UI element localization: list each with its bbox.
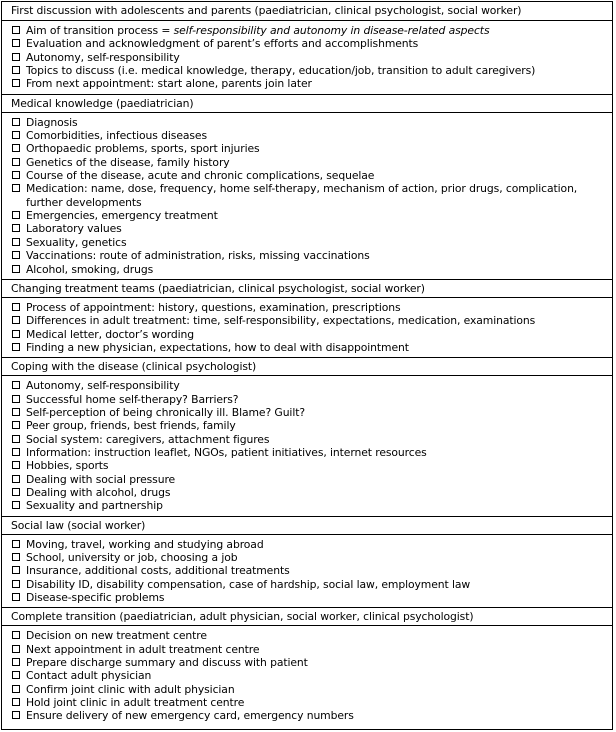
checklist	[2, 376, 612, 515]
checkbox-icon[interactable]	[12, 211, 20, 219]
checklist-item	[12, 696, 612, 709]
checklist-item-text: From next appointment: start alone, parents join later	[26, 77, 312, 91]
checklist-item	[12, 564, 612, 577]
checklist-item-text: Prepare discharge summary and discuss with patient	[26, 656, 308, 670]
checklist-item	[12, 379, 612, 392]
checklist-item	[12, 419, 612, 432]
checkbox-icon[interactable]	[12, 645, 20, 653]
checklist-item-text: Ensure delivery of new emergency card, emergency numbers	[26, 709, 354, 723]
checklist-item	[12, 142, 612, 155]
checkbox-icon[interactable]	[12, 488, 20, 496]
checkbox-icon[interactable]	[12, 658, 20, 666]
checklist-item	[12, 459, 612, 472]
checklist-item	[12, 314, 612, 327]
checklist-item	[12, 578, 612, 591]
checklist-item-text: Dealing with social pressure	[26, 472, 176, 486]
checklist-item	[12, 473, 612, 486]
checklist-item-text: Dealing with alcohol, drugs	[26, 485, 171, 499]
checklist-item-text: Social system: caregivers, attachment figures	[26, 432, 270, 446]
checklist-item	[12, 249, 612, 262]
checklist-item	[12, 129, 612, 142]
checklist-item-text: School, university or job, choosing a job	[26, 551, 238, 564]
checklist-item	[12, 77, 612, 90]
checkbox-icon[interactable]	[12, 303, 20, 311]
checklist	[2, 113, 612, 279]
checklist-item-text: Disease-specific problems	[26, 591, 165, 605]
checklist-item	[12, 629, 612, 642]
checklist-item-text: Peer group, friends, best friends, family	[26, 419, 236, 433]
checklist-item-text: Hobbies, sports	[26, 459, 109, 473]
checklist-item	[12, 64, 612, 77]
checklist-item-text: Vaccinations: route of administration, risks, missing vaccinations	[26, 249, 370, 263]
checkbox-icon[interactable]	[12, 131, 20, 139]
checklist	[2, 626, 612, 725]
checkbox-icon[interactable]	[12, 593, 20, 601]
checklist-item	[12, 538, 612, 551]
checklist-item	[12, 169, 612, 182]
checklist-item	[12, 116, 612, 129]
checkbox-icon[interactable]	[12, 631, 20, 639]
checkbox-icon[interactable]	[12, 381, 20, 389]
checklist-item-text: Autonomy, self-responsibility	[26, 50, 180, 64]
checklist-item	[12, 643, 612, 656]
checkbox-icon[interactable]	[12, 461, 20, 469]
checklist-item-text: Topics to discuss (i.e. medical knowledge, therapy, education/job, transition to adult caregivers)	[26, 64, 536, 78]
checkbox-icon[interactable]	[12, 685, 20, 693]
section-header: Social law (social worker)	[2, 516, 612, 535]
checklist-item-text: Alcohol, smoking, drugs	[26, 262, 154, 276]
section-header: Changing treatment teams (paediatrician, clinical psychologist, social worker)	[2, 279, 612, 298]
checklist-item	[12, 406, 612, 419]
checklist-item-text: Sexuality, genetics	[26, 235, 127, 249]
checklist-item	[12, 591, 612, 604]
checklist-item-text: Aim of transition process =	[26, 24, 174, 37]
checklist-item-text: Disability ID, disability compensation, case of hardship, social law, employment law	[26, 577, 471, 591]
checklist-item	[12, 433, 612, 446]
checklist-item-text: Laboratory values	[26, 222, 122, 236]
checkbox-icon[interactable]	[12, 435, 20, 443]
checklist-item-text: Hold joint clinic in adult treatment centre	[26, 696, 245, 710]
checklist-item-text: Medical letter, doctor’s wording	[26, 327, 195, 341]
checklist-item	[12, 551, 612, 564]
checklist-item	[12, 156, 612, 169]
checkbox-icon[interactable]	[12, 566, 20, 574]
section-header: Coping with the disease (clinical psychologist)	[2, 357, 612, 376]
checklist-item	[12, 499, 612, 512]
checklist-item	[12, 236, 612, 249]
checklist-item-text: Process of appointment: history, questions, examination, prescriptions	[26, 300, 401, 314]
checklist-item-text: Evaluation and acknowledgment of parent’s efforts and accomplishments	[26, 37, 419, 51]
checklist-item-text: Emergencies, emergency treatment	[26, 209, 218, 223]
checklist-item-text: Course of the disease, acute and chronic complications, sequelae	[26, 169, 375, 183]
checkbox-icon[interactable]	[12, 343, 20, 351]
checklist-item	[12, 328, 612, 341]
checkbox-icon[interactable]	[12, 118, 20, 126]
checklist-item-text: Sexuality and partnership	[26, 499, 163, 513]
checklist-item-text: Diagnosis	[26, 115, 78, 129]
checkbox-icon[interactable]	[12, 224, 20, 232]
checklist-item-emphasis: self-responsibility and autonomy in disease-related aspects	[173, 24, 490, 37]
checkbox-icon[interactable]	[12, 171, 20, 179]
checklist	[2, 21, 612, 94]
checkbox-icon[interactable]	[12, 238, 20, 246]
checklist-item-text: Differences in adult treatment: time, self-responsibility, expectations, medication, examinations	[26, 314, 536, 328]
checklist-item-text: Moving, travel, working and studying abroad	[26, 537, 264, 551]
checklist-item	[12, 393, 612, 406]
checklist-item-text: Insurance, additional costs, additional treatments	[26, 564, 290, 578]
checklist-item	[12, 486, 612, 499]
checkbox-icon[interactable]	[12, 540, 20, 548]
checkbox-icon[interactable]	[12, 501, 20, 509]
section-header: Medical knowledge (paediatrician)	[2, 94, 612, 113]
checkbox-icon[interactable]	[12, 711, 20, 719]
transition-checklist-table	[1, 1, 613, 730]
checklist-item	[12, 683, 612, 696]
checklist-item	[12, 209, 612, 222]
checklist-item-text: Decision on new treatment centre	[26, 629, 207, 643]
checkbox-icon[interactable]	[12, 475, 20, 483]
checkbox-icon[interactable]	[12, 316, 20, 324]
checkbox-icon[interactable]	[12, 39, 20, 47]
section-header: Complete transition (paediatrician, adult physician, social worker, clinical psychologist)	[2, 607, 612, 626]
checklist-item	[12, 263, 612, 276]
checklist-item	[12, 301, 612, 314]
checkbox-icon[interactable]	[12, 330, 20, 338]
checklist-item	[12, 669, 612, 682]
checklist-item	[12, 37, 612, 50]
checkbox-icon[interactable]	[12, 448, 20, 456]
checkbox-icon[interactable]	[12, 671, 20, 679]
checklist-item-text: Finding a new physician, expectations, how to deal with disappointment	[26, 340, 409, 354]
checkbox-icon[interactable]	[12, 421, 20, 429]
checklist-item-text: Genetics of the disease, family history	[26, 155, 230, 169]
checkbox-icon[interactable]	[12, 698, 20, 706]
checklist-item-text: Confirm joint clinic with adult physician	[26, 682, 235, 696]
checkbox-icon[interactable]	[12, 26, 20, 34]
checkbox-icon[interactable]	[12, 66, 20, 74]
checkbox-icon[interactable]	[12, 265, 20, 273]
checkbox-icon[interactable]	[12, 553, 20, 561]
checklist-item	[12, 341, 612, 354]
checklist-item-text: Next appointment in adult treatment centre	[26, 642, 260, 656]
checkbox-icon[interactable]	[12, 580, 20, 588]
checklist-item-text: Orthopaedic problems, sports, sport injuries	[26, 142, 260, 156]
checkbox-icon[interactable]	[12, 158, 20, 166]
checklist-item-text: Medication: name, dose, frequency, home self-therapy, mechanism of action, prior drugs, complication, further developments	[26, 182, 578, 209]
checklist-item-text: Information: instruction leaflet, NGOs, patient initiatives, internet resources	[26, 445, 427, 459]
checklist	[2, 298, 612, 357]
checklist-item	[12, 709, 612, 722]
checklist-item-text: Contact adult physician	[26, 669, 152, 683]
checklist-item	[12, 446, 612, 459]
checkbox-icon[interactable]	[12, 144, 20, 152]
checklist-item-text: Autonomy, self-responsibility	[26, 379, 180, 393]
checklist-item	[12, 51, 612, 64]
checklist-item-text: Comorbidities, infectious diseases	[26, 129, 207, 143]
checkbox-icon[interactable]	[12, 79, 20, 87]
checklist	[2, 535, 612, 608]
checklist-item	[12, 656, 612, 669]
checklist-item	[12, 182, 612, 209]
checkbox-icon[interactable]	[12, 251, 20, 259]
checklist-item-text: Successful home self-therapy? Barriers?	[26, 392, 239, 406]
checkbox-icon[interactable]	[12, 408, 20, 416]
checkbox-icon[interactable]	[12, 395, 20, 403]
checkbox-icon[interactable]	[12, 184, 20, 192]
checklist-item-text: Self-perception of being chronically ill. Blame? Guilt?	[26, 405, 305, 419]
checklist-item	[12, 222, 612, 235]
checkbox-icon[interactable]	[12, 53, 20, 61]
checklist-item	[12, 24, 612, 37]
section-header: First discussion with adolescents and parents (paediatrician, clinical psychologist, social worker)	[2, 2, 612, 21]
